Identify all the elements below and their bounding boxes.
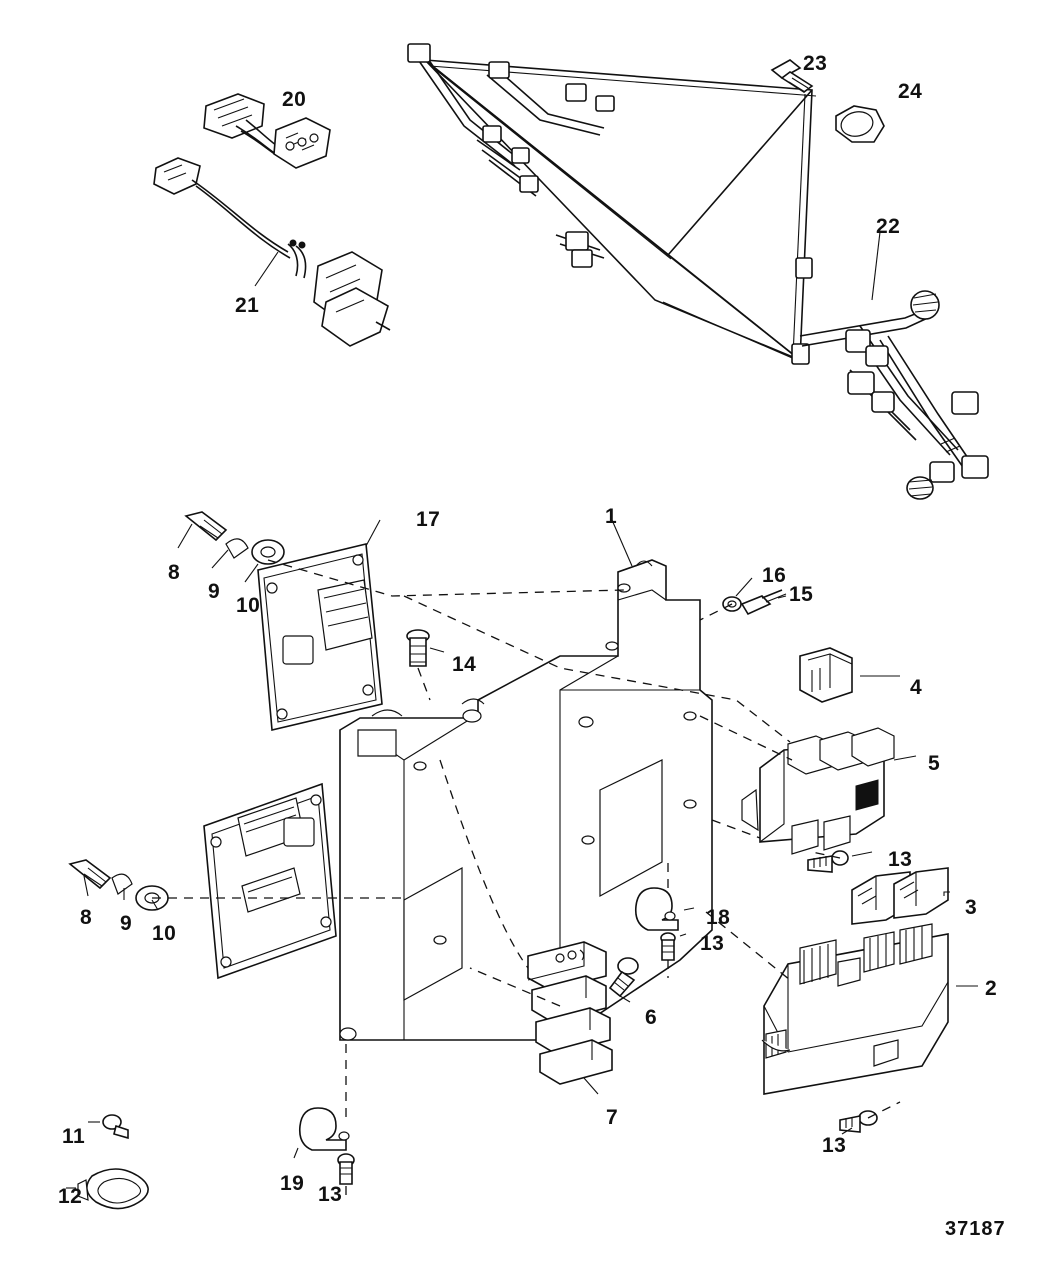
callout-10-lower: 10 <box>152 922 177 945</box>
relay-4 <box>800 648 900 702</box>
screw-11 <box>88 1115 128 1138</box>
callout-19: 19 <box>280 1172 305 1195</box>
callout-7: 7 <box>606 1106 619 1129</box>
bolt-6 <box>610 958 638 1002</box>
callout-4: 4 <box>910 676 923 699</box>
screw-washer-grommet-upper <box>178 512 284 582</box>
mounting-bracket <box>340 520 712 1040</box>
figure-number: 37187 <box>945 1218 1006 1240</box>
relay-assembly-5 <box>742 728 916 854</box>
callout-24: 24 <box>898 80 923 103</box>
callout-3: 3 <box>965 896 978 919</box>
callout-23: 23 <box>803 52 828 75</box>
callout-13-b: 13 <box>700 932 725 955</box>
6-pin-connector-harness <box>204 94 330 168</box>
bolt-14 <box>407 630 444 666</box>
callout-17: 17 <box>416 508 441 531</box>
callout-12: 12 <box>58 1185 83 1208</box>
callout-14: 14 <box>452 653 477 676</box>
retaining-nut <box>836 106 884 142</box>
callout-9: 9 <box>208 580 221 603</box>
callout-6: 6 <box>645 1006 658 1029</box>
callout-15: 15 <box>789 583 814 606</box>
callout-22: 22 <box>876 215 901 238</box>
fuse-holder-stack-7 <box>528 942 612 1094</box>
bolt-13-c <box>840 1111 877 1134</box>
callout-16: 16 <box>762 564 787 587</box>
2-wire-lanyard-harness <box>154 158 390 346</box>
callout-20: 20 <box>282 88 307 111</box>
cable-clamp-18 <box>636 888 694 930</box>
callout-1: 1 <box>605 505 618 528</box>
electronic-control-module-2 <box>762 924 978 1094</box>
callout-5: 5 <box>928 752 941 775</box>
callout-13-c: 13 <box>822 1134 847 1157</box>
callout-13-d: 13 <box>318 1183 343 1206</box>
ignition-coil-pack-3 <box>852 868 950 924</box>
bolt-13-a <box>808 851 872 872</box>
callout-10: 10 <box>236 594 261 617</box>
callout-11: 11 <box>62 1125 86 1148</box>
engine-wiring-harness <box>408 44 988 499</box>
callout-13-a: 13 <box>888 848 913 871</box>
callout-8-lower: 8 <box>80 906 93 929</box>
bolt-13-b <box>661 933 686 960</box>
cable-clamp-19 <box>294 1108 349 1158</box>
ecm-mount-plate-lower <box>204 784 336 978</box>
callout-9-lower: 9 <box>120 912 133 935</box>
callout-21: 21 <box>235 294 260 317</box>
callout-18: 18 <box>706 906 731 929</box>
screw-washer-grommet-lower <box>70 860 168 910</box>
callout-2: 2 <box>985 977 998 1000</box>
bolt-13-d <box>338 1154 354 1184</box>
callout-8: 8 <box>168 561 181 584</box>
